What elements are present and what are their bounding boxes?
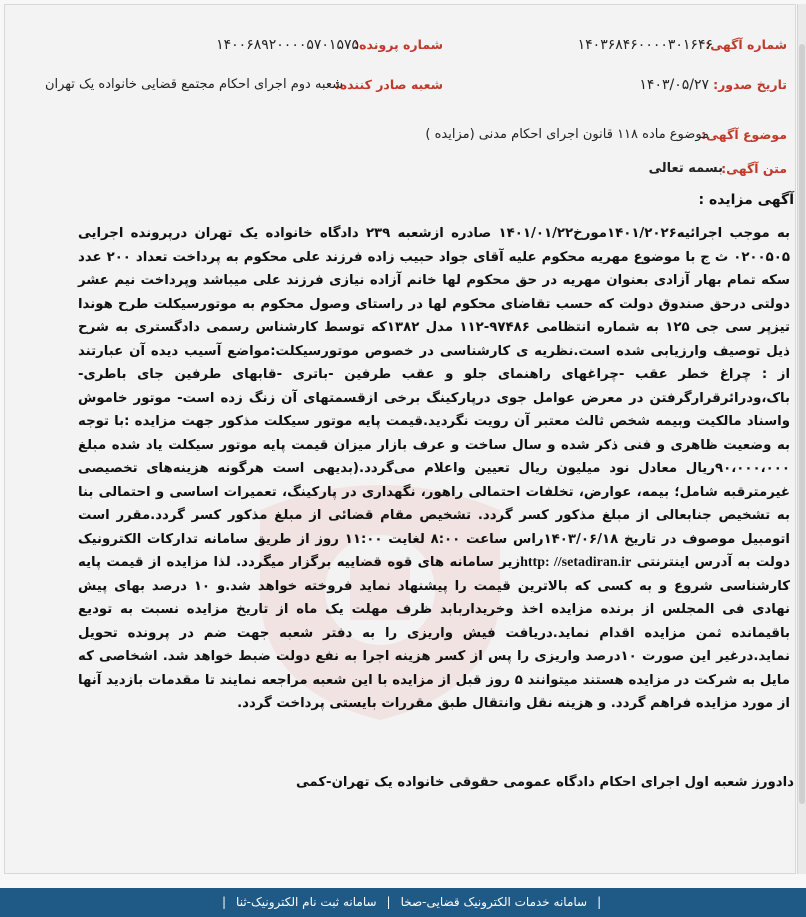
subject-value: موضوع ماده ۱۱۸ قانون اجرای احکام مدنی (مزایده ): [425, 127, 709, 142]
footer-link-sakha[interactable]: سامانه خدمات الکترونیک قضایی-صخا: [400, 895, 588, 909]
subject-label: موضوع آگهی:: [701, 127, 787, 142]
footer-links: [222, 888, 601, 917]
issuing-branch-value: شعبه دوم اجرای احکام مجتمع قضایی خانواده یک تهران: [44, 77, 343, 92]
footer-link-sana[interactable]: سامانه ثبت نام الکترونیک-ثنا: [236, 895, 377, 909]
ad-number-label: شماره آگهی:: [705, 37, 787, 52]
auction-paragraph-1: به موجب اجرائیه۱۴۰۱/۲۰۲۶مورخ۱۴۰۱/۰۱/۲۲ صادره ازشعبه ۲۳۹ دادگاه خانواده یک تهران درپرونده اجرایی ۰۲۰۰۵۰۵ ث ج با موضوع مهریه محکوم علیه آقای جواد حبیب زاده فرزند علی محکوم به پرداخت تعداد ۲۰۰ عدد سکه تمام بهار آزادی بعنوان مهریه در حق محکوم لها خانم آزاده نیازی فرزند علی میباشد وپرداخت نیم عشر دولتی درحق صندوق دولت که حسب تقاضای محکوم لها در راستای وصول محکوم به موتورسیکلت طرح هوندا تیزپر سی جی ۱۲۵ به شماره انتظامی ۹۷۴۸۶-۱۱۲ مدل ۱۳۸۲که توسط کارشناس رسمی دادگستری به شرح ذیل توصیف وارزیابی شده است.نظریه ی کارشناسی در خصوص موتورسیکلت:مواضع آسیب دیده آن عبارتند از : چراغ خطر عقب -چراغهای راهنمای جلو و عقب طرفین -باتری -قابهای طرفین جای باطری-باک،ودرائرقرارگرفتن در معرض عوامل جوی درپارکینگ برخی ازقسمتهای آن زنگ زده است- موتور خاموش واسناد مالکیت وبیمه شخص ثالث معتبر آن رویت نگردید.قیمت پایه موتور سیکلت مذکور جهت مزایده :با توجه به وضعیت ظاهری و فنی ذکر شده و سال ساخت و عرف بازار میزان قیمت پایه موتور سیکلت یاد شده مبلغ ۹۰،۰۰۰،۰۰۰ریال معادل نود میلیون ریال تعیین واعلام می‌گردد.(بدیهی است هرگونه هزینه‌های تخصیصی غیرمترقبه شامل؛ بیمه، عوارض، تخلفات احتمالی راهور، نگهداری در پارکینگ، تعمیرات اساسی و احتمالی بنا به تشخیص جنابعالی از مبلغ مذکور کسر گردد. تشخیص مقام قضائی از مبلغ مذکور کسر گردد.مقرر است اتومبیل موصوف در تاریخ ۱۴۰۳/۰۶/۱۸راس ساعت ۸:۰۰ لغایت ۱۱:۰۰ روز از طریق سامانه تدارکات الکترونیک دولت به آدرس اینترنتی: [78, 226, 791, 570]
text-label: متن آگهی:: [721, 161, 787, 176]
vertical-scrollbar[interactable]: [797, 4, 806, 874]
scrollbar-thumb[interactable]: [799, 44, 805, 804]
issue-date-label: تاریخ صدور:: [713, 77, 787, 92]
footer-separator: |: [597, 895, 602, 909]
auction-intro: آگهی مزایده :: [698, 192, 794, 208]
auction-paragraph-2: زیر سامانه های قوه قضاییه برگزار میگردد. لذا مزایده از قیمت پایه کارشناسی شروع و به کسی که بالاترین قیمت را پیشنهاد نماید فروخته خواهد شد.و ۱۰ درصد بهای پیش نهادی فی المجلس از برنده مزایده اخذ وخریداربابد ظرف مهلت یک ماه از تاریخ مزایده نسبت به تودیع باقیمانده ثمن مزایده اقدام نماید.دریافت فیش واریزی را به دفتر شعبه جهت ضم در پرونده تحویل نماید.درغیر این صورت ۱۰درصد واریزی را پس از کسر هزینه اجرا به نفع دولت ضبط خواهد شد. اشخاصی که مایل به شرکت در مزایده هستند میتوانند ۵ روز قبل از مزایده با این شعبه مراجعه نمایند تا مقدمات بازدید آنها از مورد مزایده فراهم گردد. و هزینه نقل وانتقال طبق مقررات بایستی پرداخت گردد.: [78, 555, 790, 711]
text-value: بسمه تعالی: [648, 161, 723, 176]
issuing-branch-label: شعبه صادر کننده:: [334, 77, 443, 92]
issue-date-value: ۱۴۰۳/۰۵/۲۷: [639, 77, 709, 93]
ad-number-value: ۱۴۰۳۶۸۴۶۰۰۰۰۳۰۱۶۴۶: [577, 37, 713, 53]
setadiran-url: http: //setadiran.ir: [520, 555, 632, 570]
footer-separator: |: [386, 895, 391, 909]
footer-separator: |: [222, 895, 227, 909]
signature: دادورز شعبه اول اجرای احکام دادگاه عمومی حقوقی خانواده یک تهران-کمی: [295, 775, 794, 790]
footer-bar: [0, 888, 806, 917]
auction-body-text: [78, 222, 790, 716]
case-number-label: شماره پرونده:: [354, 37, 443, 52]
case-number-value: ۱۴۰۰۶۸۹۲۰۰۰۰۵۷۰۱۵۷۵: [216, 37, 359, 53]
